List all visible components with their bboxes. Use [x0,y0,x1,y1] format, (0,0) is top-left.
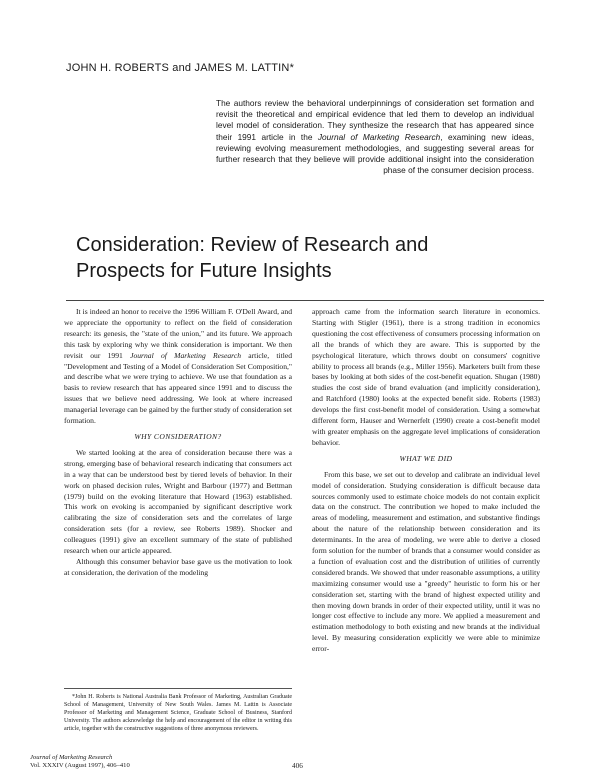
section-heading-what-we-did: WHAT WE DID [399,453,453,463]
journal-volume: Vol. XXXIV (August 1997), 406–410 [30,762,130,769]
author-line: JOHN H. ROBERTS and JAMES M. LATTIN* [66,62,295,74]
what-we-did-paragraph: From this base, we set out to develop and calibrate an individual level model of consideration. Studying consideration is difficult because data sources commonly used to estimate choice models do not contain explicit data on the construct. The contribution we hoped to make included the areas of modeling, measurement and estimation, and substantive findings about the nature of the relationship between consideration and its determinants. In the area of modeling, we were able to derive a closed form solution for the number of brands that a consumer would consider as a function of evaluation cost and the distribution of utilities of currently considered brands. We showed that under reasonable assumptions, a utility maximizing consumer would use a "greedy" heuristic to form his or her consideration set, starting with the brand of highest expected utility and then moving down brands in order of their expected utility, until it was no longer cost effective to include any more. We applied a measurement and estimation methodology to both existing and new brands at the individual level. By measuring consideration explicitly we were able to minimize error- [312,469,540,654]
footnote-text: *John H. Roberts is National Australia Bank Professor of Marketing, Australian Graduate School of Management, University of New South Wales. James M. Lattin is Associate Professor of Marketing and Management Science, Graduate School of Business, Stanford University. The authors acknowledge the help and encouragement of the editor in writing this article, together with the constructive suggestions of three anonymous reviewers. [64,694,292,732]
abstract [216,98,534,176]
journal-citation [30,754,130,770]
journal-name: Journal of Marketing Research [30,754,113,761]
right-column [312,307,540,655]
intro-text-2: article, titled "Development and Testing of a Model of Consideration Set Composition," and describe what we were trying to achieve. We use that foundation as a basis to review research that has appeared since 1991 and to discuss the issues that we believe need addressing. We look at where increased managerial leverage can be gained by the further study of consideration set formation. [64,350,292,426]
why-paragraph-2: Although this consumer behavior base gave us the motivation to look at consideration, the derivation of the modeling [64,556,292,577]
intro-text-1: It is indeed an honor to receive the 1996 William F. O'Dell Award, and we appreciate the opportunity to reflect on the field of consideration research: its genesis, the "state of the union," and its future. We approach this task by exploring why we think consideration is important. We then revisit our 1991 [64,307,292,360]
continued-paragraph: approach came from the information search literature in economics. Starting with Stigler (1961), there is a strong tradition in economics questioning the cost effectiveness of consumers processing information on all the brands of which they are aware. This is supported by the psychological literature, which throws doubt on consumers' cognitive ability to process all brands (e.g., Miller 1956). Marketers built from these bases by looking at both sides of the cost-benefit equation. Shugan (1980) studies the cost side of brand evaluation (and implicitly consideration), and Ratchford (1980) looks at the expected benefit side. Roberts (1983) develops the first cost-benefit model of consideration. Using a somewhat different form, Hauser and Wernerfelt (1990) create a cost-benefit model with greater emphasis on the aggregate level implications of consideration behavior. [312,307,540,447]
abstract-text-1: The authors review the behavioral underpinnings of consideration set formation and revisit the theoretical and empirical evidence that led them to develop an individual level model of consideration. They synthesize the research that has appeared since their 1991 article in the [216,98,534,142]
section-heading-why-consideration: WHY CONSIDERATION? [134,431,222,441]
author-footnote [64,688,292,733]
intro-journal-name: Journal of Marketing Research [130,350,241,360]
left-column [64,307,292,579]
intro-paragraph [64,307,292,427]
abstract-text-2: , examining new ideas, reviewing evolving measurement methodologies, and suggesting several areas for further research that they believe will provide additional insight into the consideration phase of the consumer decision process. [216,131,535,176]
why-paragraph-1: We started looking at the area of consideration because there was a strong, emerging base of behavioral research indicating that consumers act in a way that can be understood best by tiered levels of behavior. In their work on phased decision rules, Wright and Barbour (1977) and Bettman (1979) build on the evoking literature that Howard (1963) established. This work on evoking is accompanied by significant descriptive work calibrating the size of consideration sets and the correlates of large consideration sets (for a review, see Roberts 1989). Shocker and colleagues (1991) give an excellent summary of the state of published research when our article appeared. [64,447,292,556]
title-line-2: Prospects for Future Insights [76,260,332,282]
page-number: 406 [292,762,303,770]
abstract-journal-name: Journal of Marketing Research [317,131,441,142]
title-line-1: Consideration: Review of Research and [76,234,429,256]
title-divider [66,300,544,301]
article-title [76,232,556,284]
